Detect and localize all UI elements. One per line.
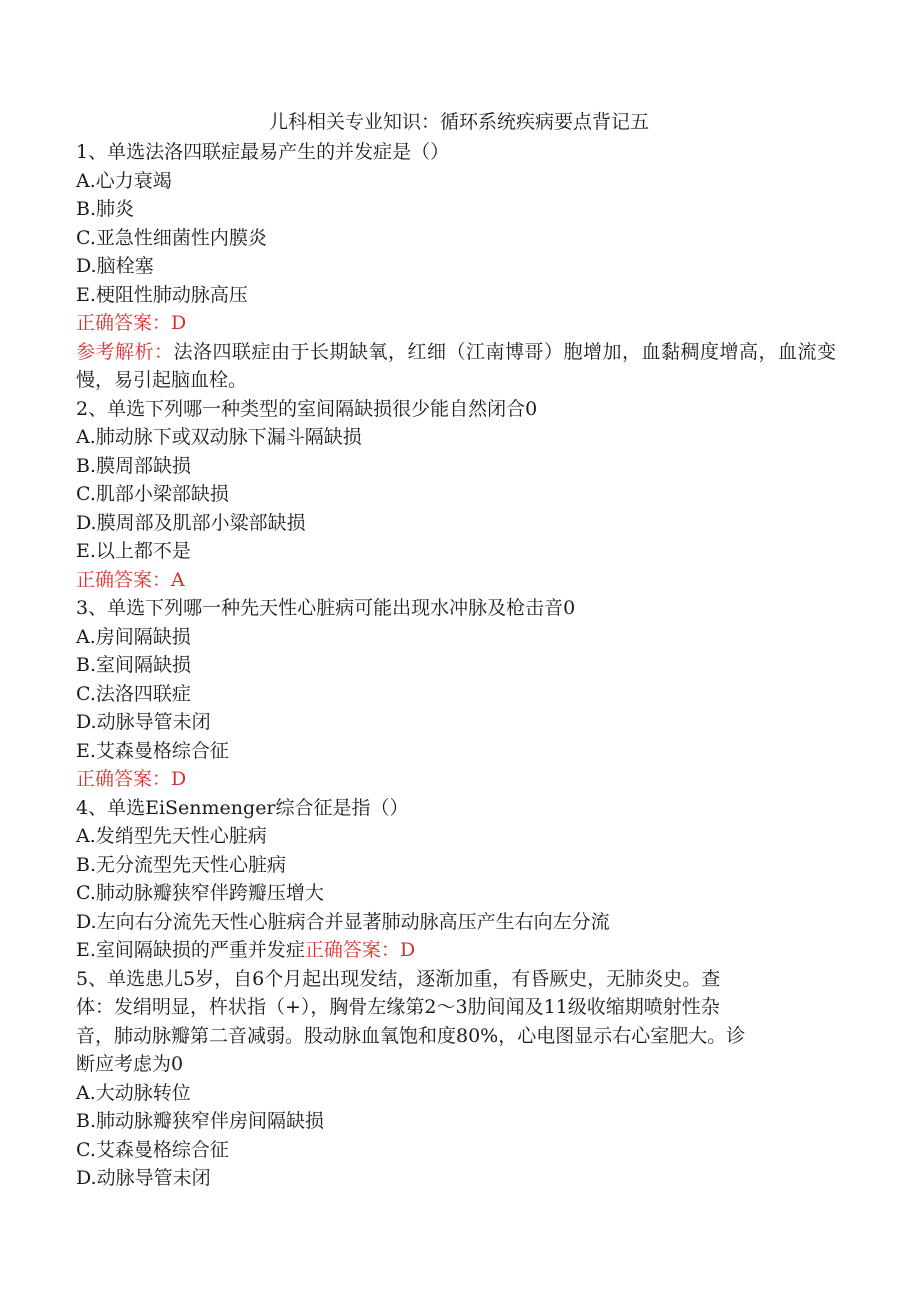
question-4	[76, 794, 836, 965]
question-stem: 3、单选下列哪一种先天性心脏病可能出现水冲脉及枪击音0	[76, 597, 576, 619]
option-e: E.室间隔缺损的严重并发症	[76, 939, 305, 961]
option-b: B.无分流型先天性心脏病	[76, 853, 287, 876]
question-stem-line-4: 断应考虑为0	[76, 1053, 184, 1075]
question-stem-line-2: 体：发绢明显，杵状指（+），胸骨左缘第2～3肋间闻及11级收缩期喷射性杂	[76, 996, 720, 1018]
option-d: D.膜周部及肌部小粱部缺损	[76, 511, 306, 534]
analysis-label: 参考解析：	[76, 340, 174, 363]
analysis-line	[76, 338, 836, 395]
option-e: E.梗阻性肺动脉高压	[76, 283, 248, 306]
option-c: C.亚急性细菌性内膜炎	[76, 226, 267, 249]
answer-line	[76, 309, 836, 338]
option-e-with-answer	[76, 936, 836, 965]
option-a: A.房间隔缺损	[76, 625, 191, 648]
option-d: D.左向右分流先天性心脏病合并显著肺动脉高压产生右向左分流	[76, 910, 610, 933]
question-stem: 4、单选EiSenmenger综合征是指（）	[76, 796, 409, 819]
option-b: B.肺炎	[76, 198, 135, 220]
option-a: A.心力衰竭	[76, 169, 172, 192]
answer-label: 正确答案：	[76, 312, 172, 334]
document-page	[76, 108, 836, 1193]
question-2	[76, 395, 836, 595]
option-c: C.法洛四联症	[76, 682, 191, 705]
option-a: A.大动脉转位	[76, 1081, 191, 1104]
option-d: D.脑栓塞	[76, 255, 154, 277]
question-5	[76, 965, 836, 1193]
question-stem-line-1: 5、单选患儿5岁，自6个月起出现发结，逐渐加重，有昏厥史，无肺炎史。查	[76, 967, 721, 990]
answer-line	[76, 566, 836, 595]
answer-line	[76, 765, 836, 794]
option-b: B.室间隔缺损	[76, 654, 192, 676]
option-c: C.肌部小梁部缺损	[76, 483, 229, 505]
option-b: B.膜周部缺损	[76, 454, 192, 477]
question-3	[76, 594, 836, 794]
analysis-text: 法洛四联症由于长期缺氧，红细（江南博哥）胞增加，血黏稠度增高，血流变慢，易引起脑血栓。	[76, 340, 836, 391]
answer-value: D	[171, 768, 187, 790]
option-b: B.肺动脉瓣狭窄伴房间隔缺损	[76, 1110, 325, 1132]
option-a: A.肺动脉下或双动脉下漏斗隔缺损	[76, 426, 362, 448]
answer-value: D	[399, 939, 416, 961]
option-e: E.以上都不是	[76, 540, 191, 562]
option-d: D.动脉导管未闭	[76, 1167, 211, 1189]
option-c: C.肺动脉瓣狭窄伴跨瓣压增大	[76, 882, 324, 904]
question-1	[76, 138, 836, 395]
answer-label: 正确答案：	[76, 768, 172, 790]
option-a: A.发绡型先天性心脏病	[76, 825, 267, 847]
question-stem: 1、单选法洛四联症最易产生的并发症是（）	[76, 141, 450, 163]
answer-value: D	[171, 312, 187, 334]
page-title: 儿科相关专业知识：循环系统疾病要点背记五	[268, 111, 649, 133]
answer-value: A	[171, 568, 185, 591]
answer-label: 正确答案：	[76, 568, 172, 591]
answer-label: 正确答案：	[304, 939, 400, 961]
option-c: C.艾森曼格综合征	[76, 1138, 229, 1161]
option-e: E.艾森曼格综合征	[76, 739, 229, 762]
option-d: D.动脉导管未闭	[76, 711, 211, 733]
question-stem-line-3: 音，肺动脉瓣第二音减弱。股动脉血氧饱和度80%，心电图显示右心室肥大。诊	[76, 1024, 746, 1047]
question-stem: 2、单选下列哪一种类型的室间隔缺损很少能自然闭合0	[76, 397, 538, 420]
